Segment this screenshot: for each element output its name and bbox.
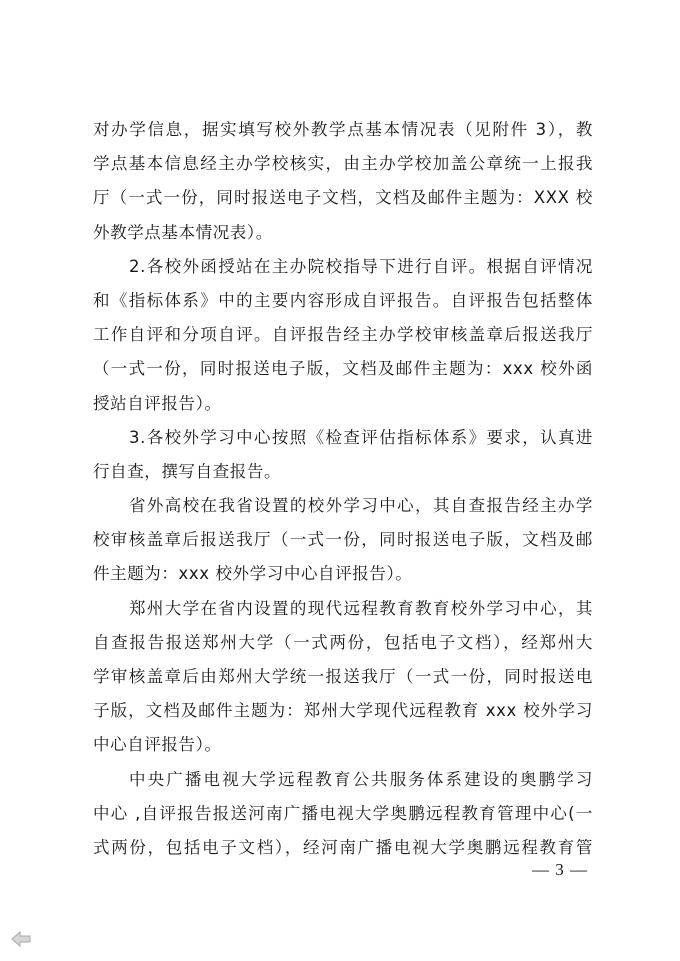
text-line: 自查报告报送郑州大学（一式两份，包括电子文档），经郑州大 (93, 632, 593, 652)
text-line: 授站自评报告）。 (93, 393, 222, 413)
text-line: 中心自评报告）。 (93, 735, 222, 755)
text-line: 中心 ,自评报告报送河南广播电视大学奥鹏远程教育管理中心(一 (93, 803, 593, 823)
text-line: 外教学点基本情况表）。 (93, 222, 273, 242)
paragraph-start-line: 中央广播电视大学远程教育公共服务体系建设的奥鹏学习 (129, 769, 593, 789)
text-line: 学审核盖章后由郑州大学统一报送我厅（一式一份，同时报送电 (93, 667, 593, 686)
text-line: 厅（一式一份，同时报送电子文档，文档及邮件主题为：XXX 校 (93, 188, 593, 208)
document-body (93, 113, 593, 865)
text-line: 式两份，包括电子文档），经河南广播电视大学奥鹏远程教育管 (93, 837, 593, 857)
text-line: 件主题为：xxx 校外学习中心自评报告）。 (93, 564, 413, 584)
paragraph-start-line: 2.各校外函授站在主办院校指导下进行自评。根据自评情况 (129, 256, 593, 276)
text-line: 学点基本信息经主办学校核实，由主办学校加盖公章统一上报我 (93, 154, 593, 174)
text-line: 行自查，撰写自查报告。 (93, 461, 282, 481)
paragraph-start-line: 省外高校在我省设置的校外学习中心，其自查报告经主办学 (129, 496, 593, 516)
page-number: — 3 — (532, 860, 588, 879)
paragraph-start-line: 郑州大学在省内设置的现代远程教育教育校外学习中心，其 (129, 598, 593, 618)
paragraph-start-line: 3.各校外学习中心按照《检查评估指标体系》要求，认真进 (129, 427, 593, 447)
text-line: 工作自评和分项自评。自评报告经主办学校审核盖章后报送我厅 (93, 325, 593, 345)
text-line: 和《指标体系》中的主要内容形成自评报告。自评报告包括整体 (93, 290, 593, 310)
text-line: 校审核盖章后报送我厅（一式一份，同时报送电子版，文档及邮 (93, 530, 593, 550)
text-line: 子版，文档及邮件主题为：郑州大学现代远程教育 xxx 校外学习 (93, 701, 593, 721)
text-line: 对办学信息，据实填写校外教学点基本情况表（见附件 3），教 (93, 120, 593, 139)
back-arrow-icon[interactable] (10, 930, 32, 948)
text-line: （一式一份，同时报送电子版，文档及邮件主题为：xxx 校外函 (93, 359, 593, 379)
